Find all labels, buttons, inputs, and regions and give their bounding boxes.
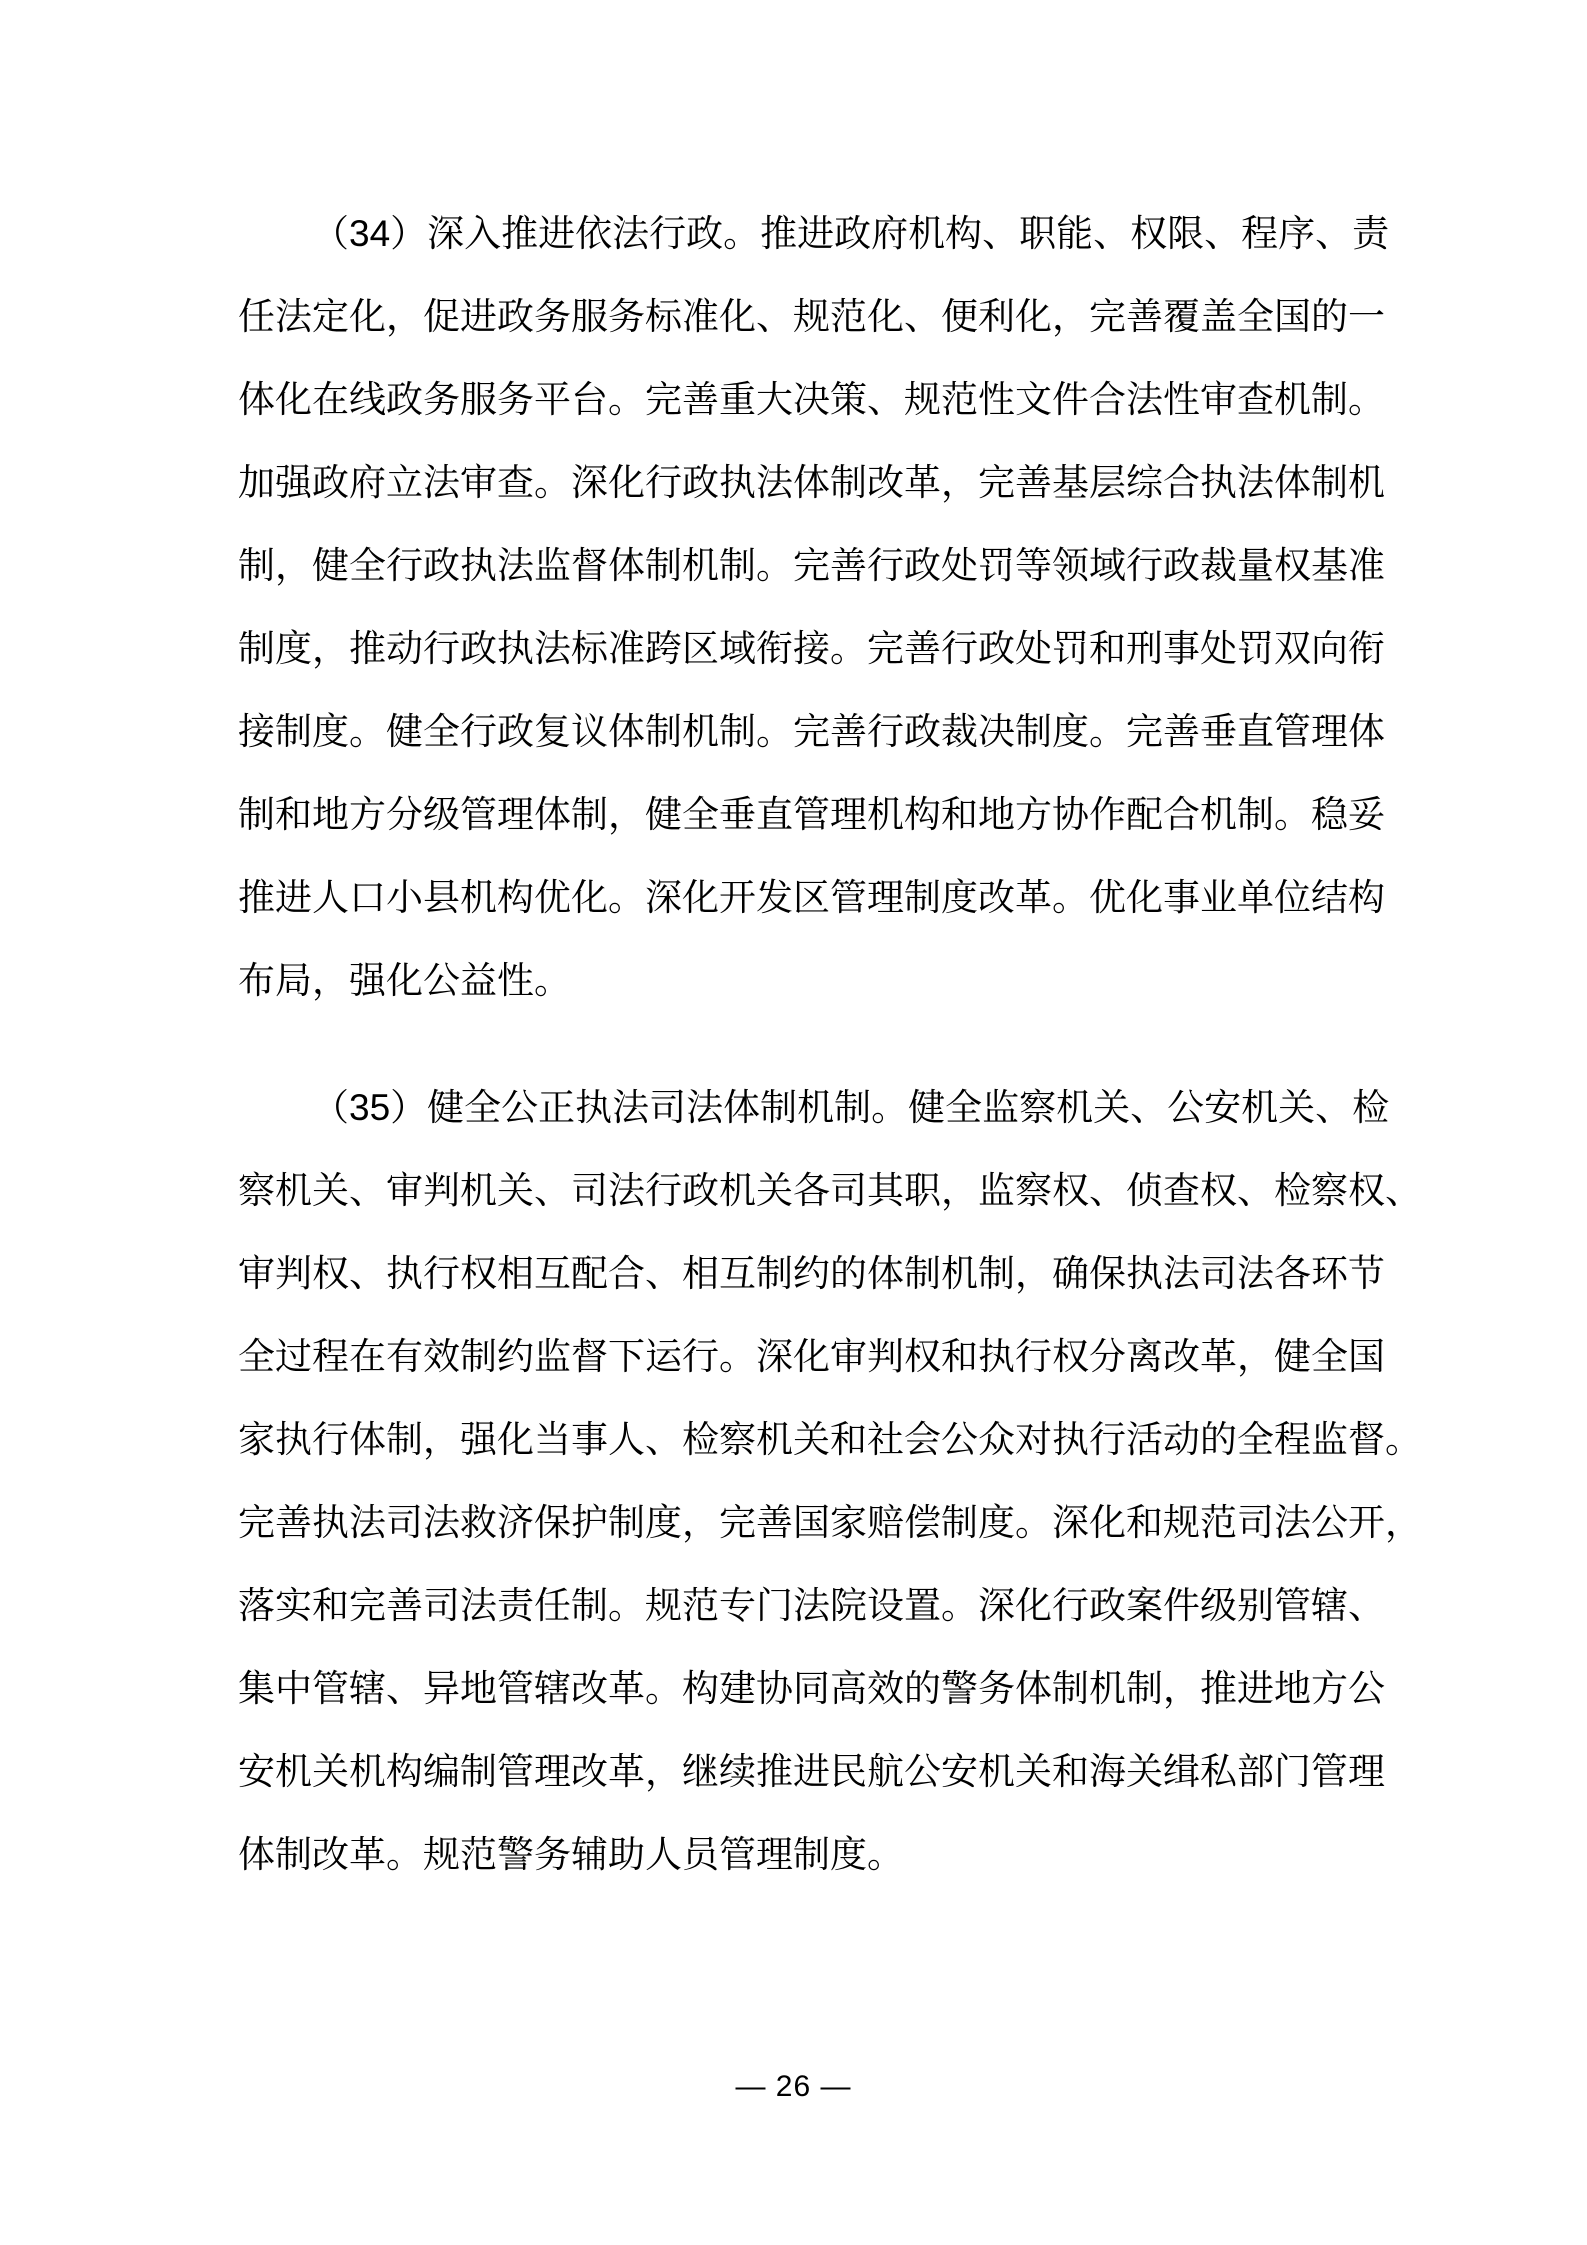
text-line: 落 实 和 完 善 司 法 责 任 制 。 规 范 专 门 法 院 设 置 。 深 化 行 政 案 件 级 别 管 辖 、 (238, 1585, 1385, 1626)
text-line: 家 执 行 体 制 ， 强 化 当 事 人 、 检 察 机 关 和 社 会 公 众 对 执 行 活 动 的 全 程 监 督 。 (238, 1419, 1422, 1460)
text-line: 体 化 在 线 政 务 服 务 平 台 。 完 善 重 大 决 策 、 规 范 性 文 件 合 法 性 审 查 机 制 。 (238, 379, 1385, 420)
text-line: 接 制 度 。 健 全 行 政 复 议 体 制 机 制 。 完 善 行 政 裁 决 制 度 。 完 善 垂 直 管 理 体 (238, 711, 1385, 752)
text-line: 任 法 定 化 ， 促 进 政 务 服 务 标 准 化 、 规 范 化 、 便 利 化 ， 完 善 覆 盖 全 国 的 一 (238, 296, 1385, 337)
text-line: 审 判 权 、 执 行 权 相 互 配 合 、 相 互 制 约 的 体 制 机 制 ， 确 保 执 法 司 法 各 环 节 (238, 1253, 1385, 1294)
document-paragraph (238, 1066, 1422, 1896)
text-line: 完 善 执 法 司 法 救 济 保 护 制 度 ， 完 善 国 家 赔 偿 制 度 。 深 化 和 规 范 司 法 公 开 ， (238, 1502, 1422, 1543)
text-line: 察 机 关 、 审 判 机 关 、 司 法 行 政 机 关 各 司 其 职 ， 监 察 权 、 侦 查 权 、 检 察 权 、 (238, 1170, 1422, 1211)
document-paragraph (238, 192, 1390, 1022)
text-line: 体 制 改 革 。 规 范 警 务 辅 助 人 员 管 理 制 度 。 (238, 1834, 904, 1875)
text-line: 加 强 政 府 立 法 审 查 。 深 化 行 政 执 法 体 制 改 革 ， 完 善 基 层 综 合 执 法 体 制 机 (238, 462, 1385, 503)
text-line: 制 和 地 方 分 级 管 理 体 制 ， 健 全 垂 直 管 理 机 构 和 地 方 协 作 配 合 机 制 。 稳 妥 (238, 794, 1385, 835)
text-line: 推 进 人 口 小 县 机 构 优 化 。 深 化 开 发 区 管 理 制 度 改 革 。 优 化 事 业 单 位 结 构 (238, 877, 1385, 918)
page-number: — 26 — (735, 2070, 852, 2103)
text-line: （ 3 5 ） 健 全 公 正 执 法 司 法 体 制 机 制 。 健 全 监 察 机 关 、 公 安 机 关 、 检 (312, 1087, 1390, 1128)
text-line: 安 机 关 机 构 编 制 管 理 改 革 ， 继 续 推 进 民 航 公 安 机 关 和 海 关 缉 私 部 门 管 理 (238, 1751, 1385, 1792)
text-line: 全 过 程 在 有 效 制 约 监 督 下 运 行 。 深 化 审 判 权 和 执 行 权 分 离 改 革 ， 健 全 国 (238, 1336, 1385, 1377)
text-line: 集 中 管 辖 、 异 地 管 辖 改 革 。 构 建 协 同 高 效 的 警 务 体 制 机 制 ， 推 进 地 方 公 (238, 1668, 1385, 1709)
document-body (238, 192, 1422, 1896)
text-line: （ 3 4 ） 深 入 推 进 依 法 行 政 。 推 进 政 府 机 构 、 职 能 、 权 限 、 程 序 、 责 (312, 213, 1390, 254)
text-line: 制 ， 健 全 行 政 执 法 监 督 体 制 机 制 。 完 善 行 政 处 罚 等 领 域 行 政 裁 量 权 基 准 (238, 545, 1385, 586)
text-line: 制 度 ， 推 动 行 政 执 法 标 准 跨 区 域 衔 接 。 完 善 行 政 处 罚 和 刑 事 处 罚 双 向 衔 (238, 628, 1385, 669)
text-line: 布 局 ， 强 化 公 益 性 。 (238, 960, 571, 1001)
